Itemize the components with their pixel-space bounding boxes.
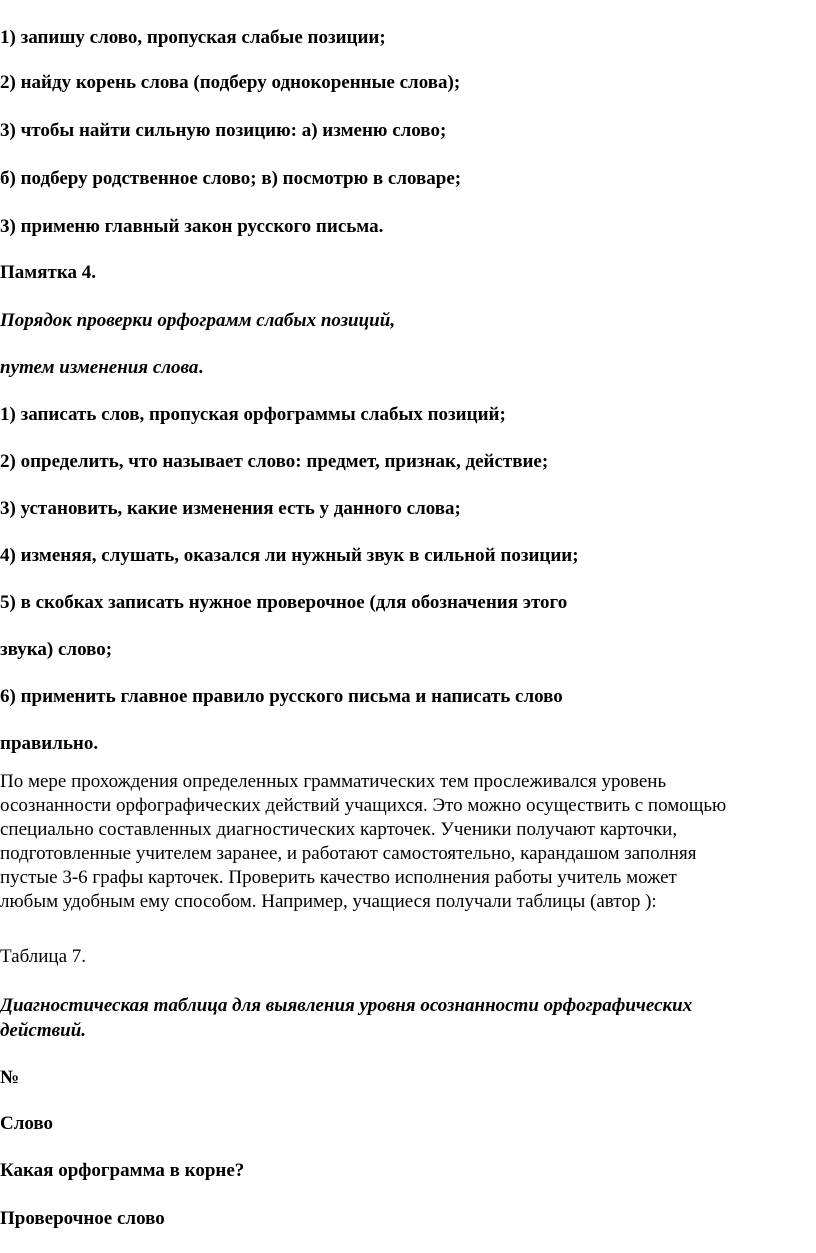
memo4-step-2: 2) определить, что называет слово: предмет, признак, действие; bbox=[0, 451, 549, 472]
memo4-heading: Памятка 4. bbox=[0, 262, 96, 283]
table-header-number: № bbox=[0, 1067, 20, 1088]
body-paragraph-line: любым удобным ему способом. Например, учащиеся получали таблицы (автор ): bbox=[0, 891, 657, 912]
memo4-step-6: 6) применить главное правило русского письма и написать слово bbox=[0, 686, 563, 707]
memo4-title-line1: Порядок проверки орфограмм слабых позиций, bbox=[0, 310, 396, 331]
memo4-title-line2-text: путем изменения слова bbox=[0, 357, 199, 378]
memo4-title-line2-period: . bbox=[198, 357, 204, 378]
memo-step-2: 2) найду корень слова (подберу однокоренные слова); bbox=[0, 72, 461, 93]
memo4-step-6-continued: правильно. bbox=[0, 733, 99, 754]
body-paragraph bbox=[0, 770, 812, 914]
body-paragraph-line: осознанности орфографических действий учащихся. Это можно осуществить с помощью bbox=[0, 795, 727, 816]
table-label: Таблица 7. bbox=[0, 946, 87, 967]
memo-step-3-continued: б) подберу родственное слово; в) посмотрю в словаре; bbox=[0, 168, 462, 189]
memo4-step-5: 5) в скобках записать нужное проверочное (для обозначения этого bbox=[0, 592, 568, 613]
body-paragraph-line: специально составленных диагностических карточек. Ученики получают карточки, bbox=[0, 819, 678, 840]
table-header-word: Слово bbox=[0, 1113, 54, 1134]
memo4-title-line2 bbox=[0, 357, 203, 379]
memo4-step-3: 3) установить, какие изменения есть у данного слова; bbox=[0, 498, 461, 519]
memo4-step-5-continued: звука) слово; bbox=[0, 639, 113, 660]
memo-step-3: 3) чтобы найти сильную позицию: а) изменю слово; bbox=[0, 120, 447, 141]
body-paragraph-line: По мере прохождения определенных грамматических тем прослеживался уровень bbox=[0, 771, 667, 792]
table-caption bbox=[0, 993, 812, 1043]
table-header-orthogram: Какая орфограмма в корне? bbox=[0, 1160, 245, 1181]
memo-step-4: 3) применю главный закон русского письма. bbox=[0, 216, 384, 237]
memo4-step-1: 1) записать слов, пропуская орфограммы слабых позиций; bbox=[0, 404, 506, 425]
body-paragraph-line: пустые 3-6 графы карточек. Проверить качество исполнения работы учитель может bbox=[0, 867, 677, 888]
table-caption-line: действий. bbox=[0, 1020, 87, 1041]
memo-step-1: 1) запишу слово, пропуская слабые позиции; bbox=[0, 27, 386, 48]
table-caption-line: Диагностическая таблица для выявления уровня осознанности орфографических bbox=[0, 995, 693, 1016]
table-header-check-word: Проверочное слово bbox=[0, 1208, 165, 1229]
memo4-step-4: 4) изменяя, слушать, оказался ли нужный звук в сильной позиции; bbox=[0, 545, 579, 566]
body-paragraph-line: подготовленные учителем заранее, и работают самостоятельно, карандашом заполняя bbox=[0, 843, 697, 864]
